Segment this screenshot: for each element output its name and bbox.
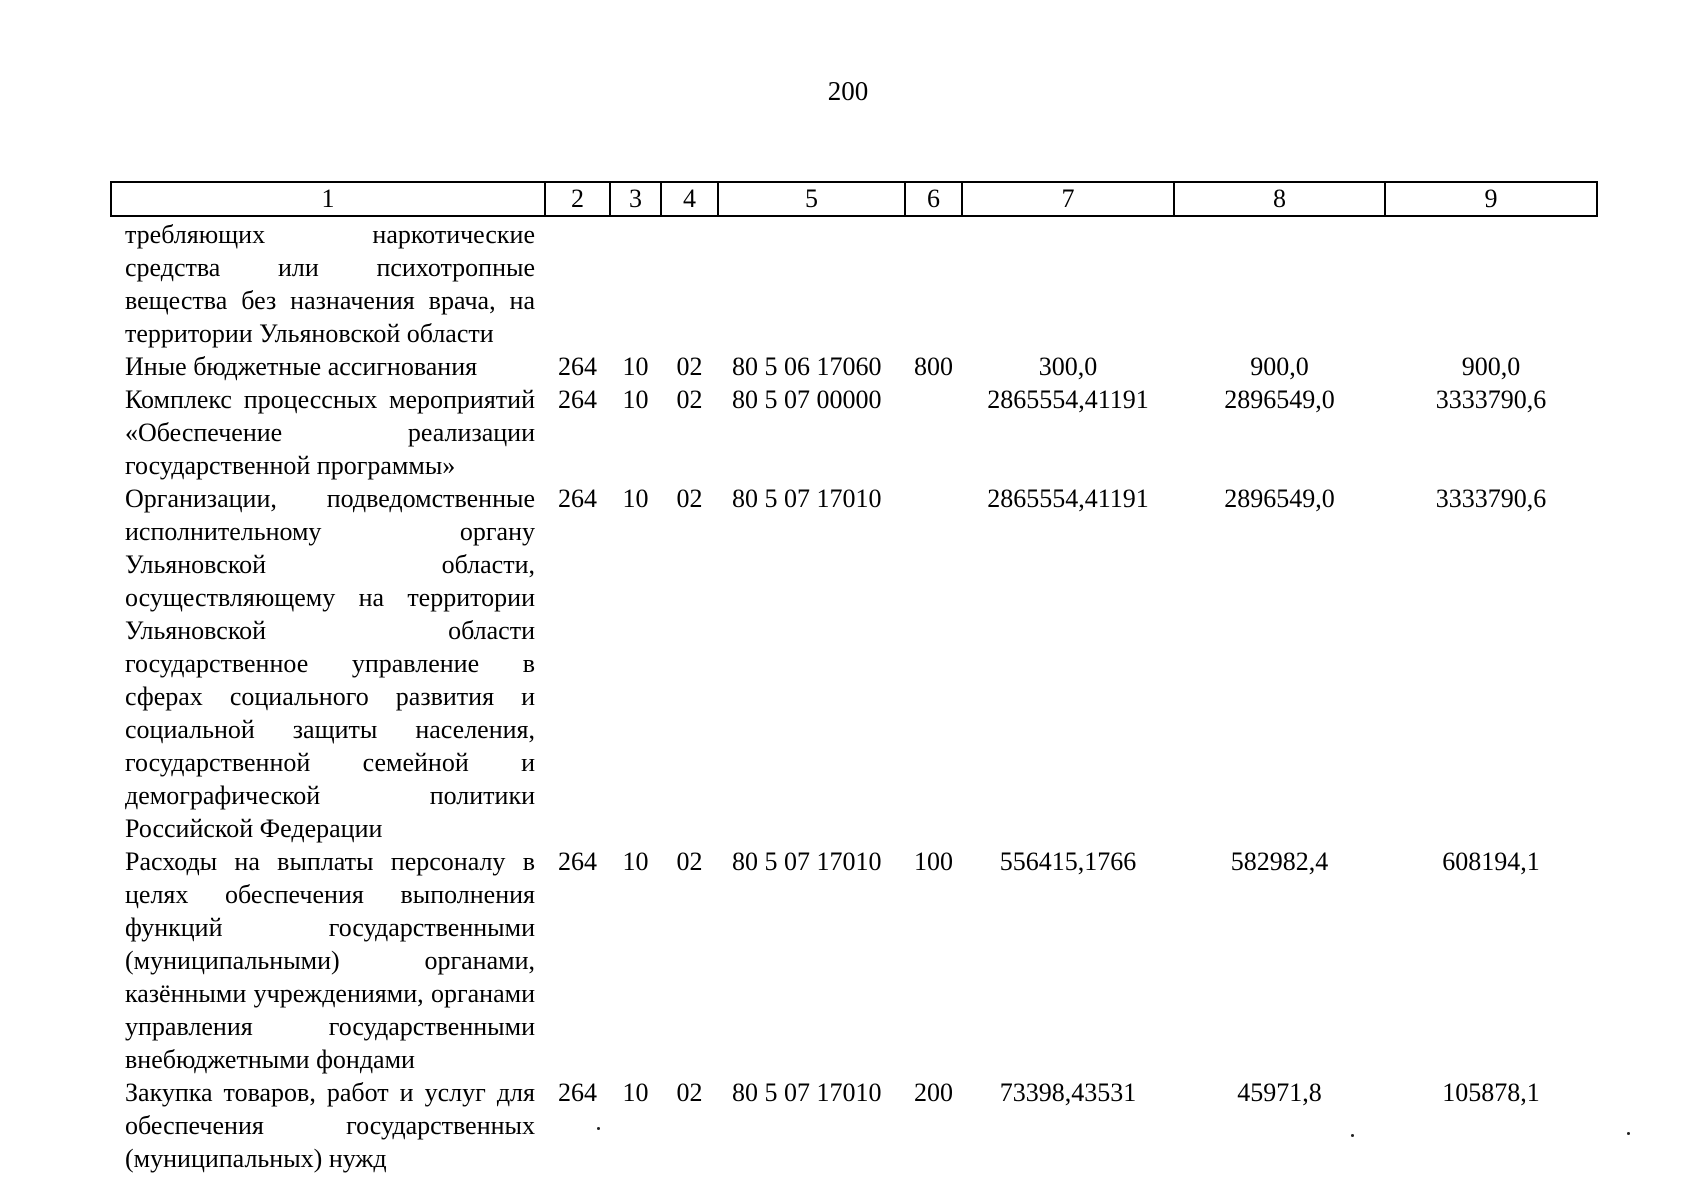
column-header-1: 1 — [111, 182, 545, 216]
row-name: Расходы на выплаты персоналу в целях обеспечения выполнения функций государственными (муниципальными) органами, казёнными учреждениями, органами управления государственными внебюджетными фондами — [125, 847, 535, 1074]
column-header-8: 8 — [1174, 182, 1385, 216]
cell-c8: 2896549,0 — [1224, 385, 1335, 414]
cell-c8: 900,0 — [1250, 352, 1309, 381]
row-name: Комплекс процессных мероприятий «Обеспечение реализации государственной программы» — [125, 385, 535, 480]
cell-c9: 3333790,6 — [1435, 385, 1547, 414]
column-header-2: 2 — [545, 182, 610, 216]
cell-c9: 105878,1 — [1442, 1078, 1540, 1107]
cell-c6: 800 — [914, 352, 953, 381]
table-row — [111, 482, 1597, 845]
cell-c2: 264 — [558, 484, 597, 513]
cell-c7: 300,0 — [1038, 352, 1098, 381]
cell-c3: 10 — [622, 352, 649, 381]
column-header-7: 7 — [962, 182, 1174, 216]
table-row — [111, 216, 1597, 350]
cell-c2 — [545, 216, 610, 350]
cell-c9: 3333790,6 — [1435, 484, 1547, 513]
column-header-5: 5 — [718, 182, 905, 216]
row-name: Закупка товаров, работ и услуг для обеспечения государственных (муниципальных) нужд — [125, 1078, 535, 1173]
cell-c8 — [1174, 216, 1385, 350]
cell-c5: 80 5 06 17060 — [732, 352, 882, 381]
cell-c4: 02 — [676, 847, 703, 876]
table-header-row — [111, 182, 1597, 216]
cell-c6 — [905, 482, 962, 845]
cell-c2: 264 — [558, 385, 597, 414]
cell-c8: 45971,8 — [1237, 1078, 1322, 1107]
cell-c3: 10 — [622, 385, 649, 414]
cell-c8: 582982,4 — [1230, 847, 1329, 876]
cell-c3: 10 — [622, 1078, 649, 1107]
cell-c5: 80 5 07 17010 — [732, 847, 882, 876]
table-row — [111, 350, 1597, 383]
scan-speck — [1627, 1132, 1630, 1135]
column-header-4: 4 — [661, 182, 718, 216]
cell-c5 — [718, 216, 905, 350]
row-name: требляющих наркотические средства или психотропные вещества без назначения врача, на территории Ульяновской области — [125, 220, 535, 348]
table-row — [111, 845, 1597, 1076]
cell-c6: 200 — [914, 1078, 953, 1107]
cell-c7: 2865554,41191 — [987, 385, 1149, 414]
column-header-6: 6 — [905, 182, 962, 216]
cell-c7: 2865554,41191 — [987, 484, 1149, 513]
cell-c3 — [610, 216, 661, 350]
cell-c2: 264 — [558, 1078, 597, 1107]
cell-c7: 556415,1766 — [999, 847, 1137, 876]
column-header-3: 3 — [610, 182, 661, 216]
cell-c4 — [661, 216, 718, 350]
cell-c8: 2896549,0 — [1224, 484, 1335, 513]
cell-c7 — [962, 216, 1174, 350]
cell-c3: 10 — [622, 847, 649, 876]
cell-c5: 80 5 07 17010 — [732, 1078, 882, 1107]
cell-c9: 900,0 — [1461, 352, 1521, 381]
row-name: Организации, подведомственные исполнительному органу Ульяновской области, осуществляющему на территории Ульяновской области государственное управление в сферах социального развития и социальной защиты населения, государственной семейной и демографической политики Российской Федерации — [125, 484, 535, 843]
scan-speck — [597, 1127, 600, 1130]
cell-c3: 10 — [622, 484, 649, 513]
cell-c4: 02 — [676, 352, 703, 381]
cell-c9 — [1385, 216, 1597, 350]
cell-c7: 73398,43531 — [999, 1078, 1137, 1107]
table-row — [111, 1076, 1597, 1175]
budget-table — [110, 181, 1598, 1175]
page-number: 200 — [827, 76, 869, 106]
cell-c9: 608194,1 — [1442, 847, 1540, 876]
cell-c4: 02 — [676, 1078, 703, 1107]
cell-c6: 100 — [914, 847, 953, 876]
cell-c6 — [905, 216, 962, 350]
cell-c6 — [905, 383, 962, 482]
row-name: Иные бюджетные ассигнования — [125, 352, 478, 381]
cell-c2: 264 — [558, 352, 597, 381]
cell-c4: 02 — [676, 385, 703, 414]
cell-c4: 02 — [676, 484, 703, 513]
cell-c5: 80 5 07 17010 — [732, 484, 882, 513]
cell-c5: 80 5 07 00000 — [732, 385, 882, 414]
table-row — [111, 383, 1597, 482]
column-header-9: 9 — [1385, 182, 1597, 216]
scan-speck — [1351, 1134, 1354, 1137]
cell-c2: 264 — [558, 847, 597, 876]
